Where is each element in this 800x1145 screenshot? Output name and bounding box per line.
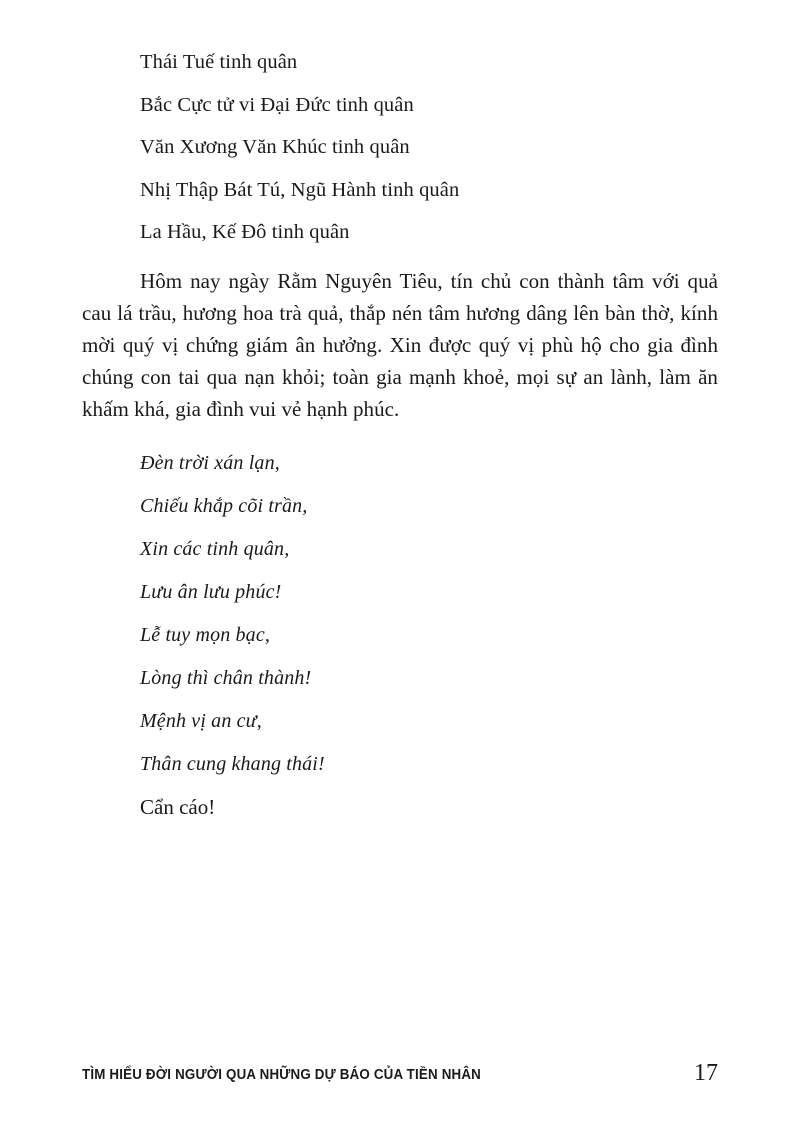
list-item: Nhị Thập Bát Tú, Ngũ Hành tinh quân <box>140 178 460 201</box>
list-item: Lòng thì chân thành! <box>140 666 312 689</box>
list-item: Đèn trời xán lạn, <box>140 451 280 474</box>
list-item: Xin các tinh quân, <box>140 537 290 560</box>
list-item: Chiếu khắp cõi trần, <box>140 494 308 517</box>
verse-list <box>82 453 718 774</box>
page-footer <box>82 1053 718 1086</box>
list-item: Mệnh vị an cư, <box>140 709 262 732</box>
list-item: Văn Xương Văn Khúc tinh quân <box>140 136 410 158</box>
list-item: La Hầu, Kế Đô tinh quân <box>140 221 350 243</box>
list-item: Thái Tuế tinh quân <box>140 51 298 73</box>
page-number: 17 <box>694 1060 718 1086</box>
page-content <box>82 52 718 818</box>
running-title: TÌM HIỂU ĐỜI NGƯỜI QUA NHỮNG DỰ BÁO CỦA TIỀN NHÂN <box>82 1067 481 1083</box>
invocation-list <box>82 52 718 243</box>
closing-line: Cẩn cáo! <box>140 794 216 819</box>
list-item: Thân cung khang thái! <box>140 752 325 775</box>
body-paragraph: Hôm nay ngày Rằm Nguyên Tiêu, tín chủ con thành tâm với quả cau lá trầu, hương hoa trà quả, thắp nén tâm hương dâng lên bàn thờ, kính mời quý vị chứng giám ân hưởng. Xin được quý vị phù hộ cho gia đình chúng con tai qua nạn khỏi; toàn gia mạnh khoẻ, mọi sự an lành, làm ăn khấm khá, gia đình vui vẻ hạnh phúc. <box>82 268 718 421</box>
list-item: Lễ tuy mọn bạc, <box>140 623 271 646</box>
list-item: Bắc Cực tử vi Đại Đức tinh quân <box>140 93 414 116</box>
list-item: Lưu ân lưu phúc! <box>140 580 282 603</box>
